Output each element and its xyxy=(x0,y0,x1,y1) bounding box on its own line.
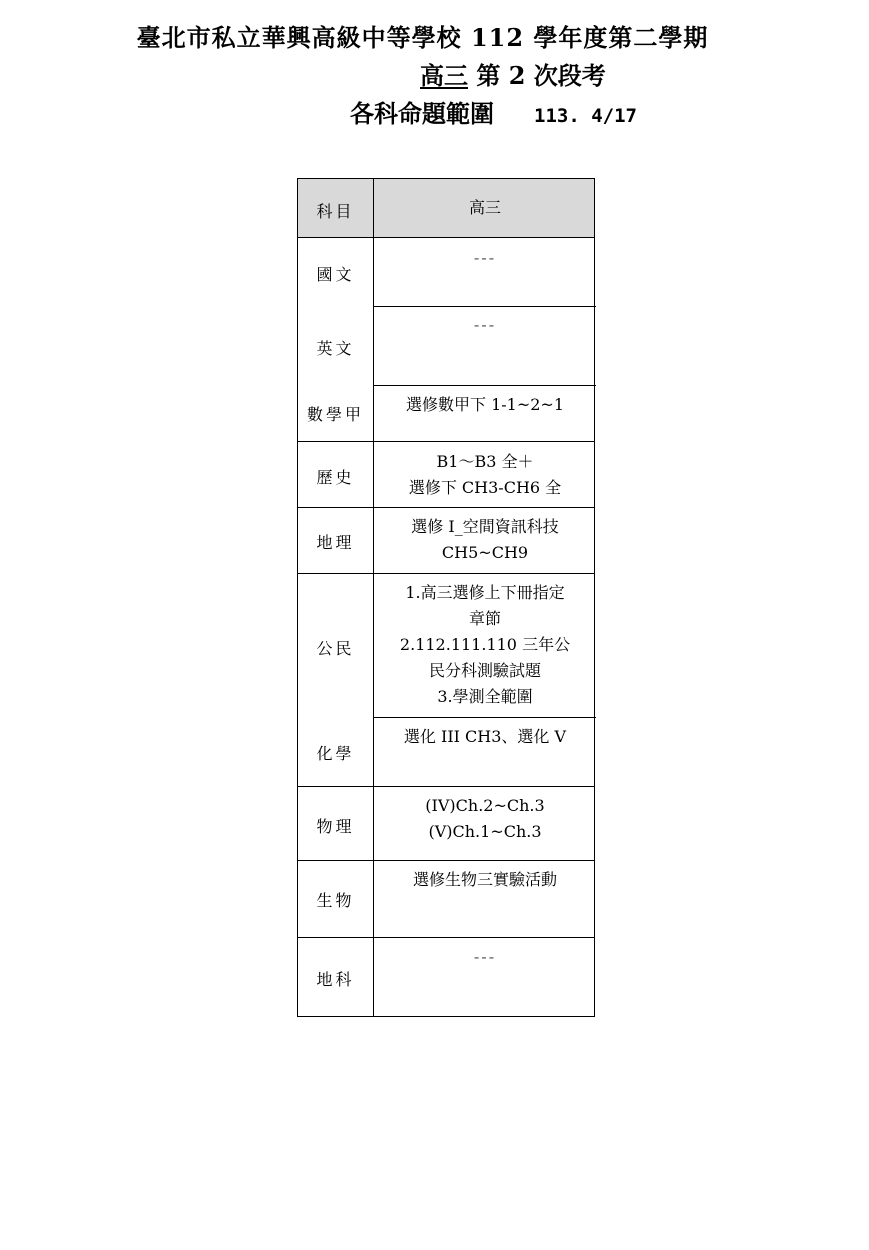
header-grade: 高三 xyxy=(468,198,501,217)
subject-history: 歷史 xyxy=(316,468,355,487)
exam-subtitle xyxy=(420,56,606,91)
content-civics-line5: 3.學測全範圍 xyxy=(437,687,533,706)
row-divider xyxy=(374,306,596,307)
scope-title-text: 各科命題範圍 xyxy=(350,99,494,128)
subject-math-a: 數學甲 xyxy=(306,405,364,424)
scope-title xyxy=(350,94,637,129)
row-divider xyxy=(298,786,594,787)
document-title: 臺北市私立華興高級中等學校 112 學年度第二學期 xyxy=(136,23,709,52)
content-geography-line2: CH5~CH9 xyxy=(441,543,529,562)
content-physics-line1: (IV)Ch.2~Ch.3 xyxy=(425,796,545,815)
row-divider xyxy=(298,860,594,861)
subject-biology: 生物 xyxy=(316,891,355,910)
content-chemistry: 選化 III CH3、選化 V xyxy=(403,727,567,746)
content-history-line1: B1～B3 全＋ xyxy=(436,452,534,471)
exam-date: 113. 4/17 xyxy=(534,105,637,127)
content-civics-line2: 章節 xyxy=(468,609,501,628)
content-civics-line3: 2.112.111.110 三年公 xyxy=(399,635,571,654)
content-physics-line2: (V)Ch.1~Ch.3 xyxy=(428,822,542,841)
content-history-line2: 選修下 CH3-CH6 全 xyxy=(408,478,562,497)
row-divider xyxy=(298,237,594,238)
row-divider xyxy=(298,937,594,938)
content-civics-line4: 民分科測驗試題 xyxy=(428,661,541,680)
content-chinese: --- xyxy=(473,248,497,267)
exam-label: 第 2 次段考 xyxy=(468,61,606,90)
content-geography-line1: 選修 I_空間資訊科技 xyxy=(411,517,559,536)
content-english: --- xyxy=(473,315,497,334)
subject-chemistry: 化學 xyxy=(316,744,355,763)
grade-label: 高三 xyxy=(420,61,468,90)
row-divider xyxy=(374,385,596,386)
subject-earth-science: 地科 xyxy=(316,970,355,989)
content-math-a: 選修數甲下 1-1~2~1 xyxy=(405,395,565,414)
subject-civics: 公民 xyxy=(316,639,355,658)
content-civics-line1: 1.高三選修上下冊指定 xyxy=(405,583,565,602)
subject-chinese: 國文 xyxy=(316,265,355,284)
subject-geography: 地理 xyxy=(316,533,355,552)
content-earth-science: --- xyxy=(473,947,497,966)
subject-english: 英文 xyxy=(316,339,355,358)
header-subject: 科目 xyxy=(316,202,355,221)
row-divider xyxy=(298,573,594,574)
exam-scope-table xyxy=(297,178,595,1017)
row-divider xyxy=(298,507,594,508)
subject-physics: 物理 xyxy=(316,817,355,836)
content-biology: 選修生物三實驗活動 xyxy=(412,870,557,889)
row-divider xyxy=(298,441,594,442)
row-divider xyxy=(374,717,596,718)
